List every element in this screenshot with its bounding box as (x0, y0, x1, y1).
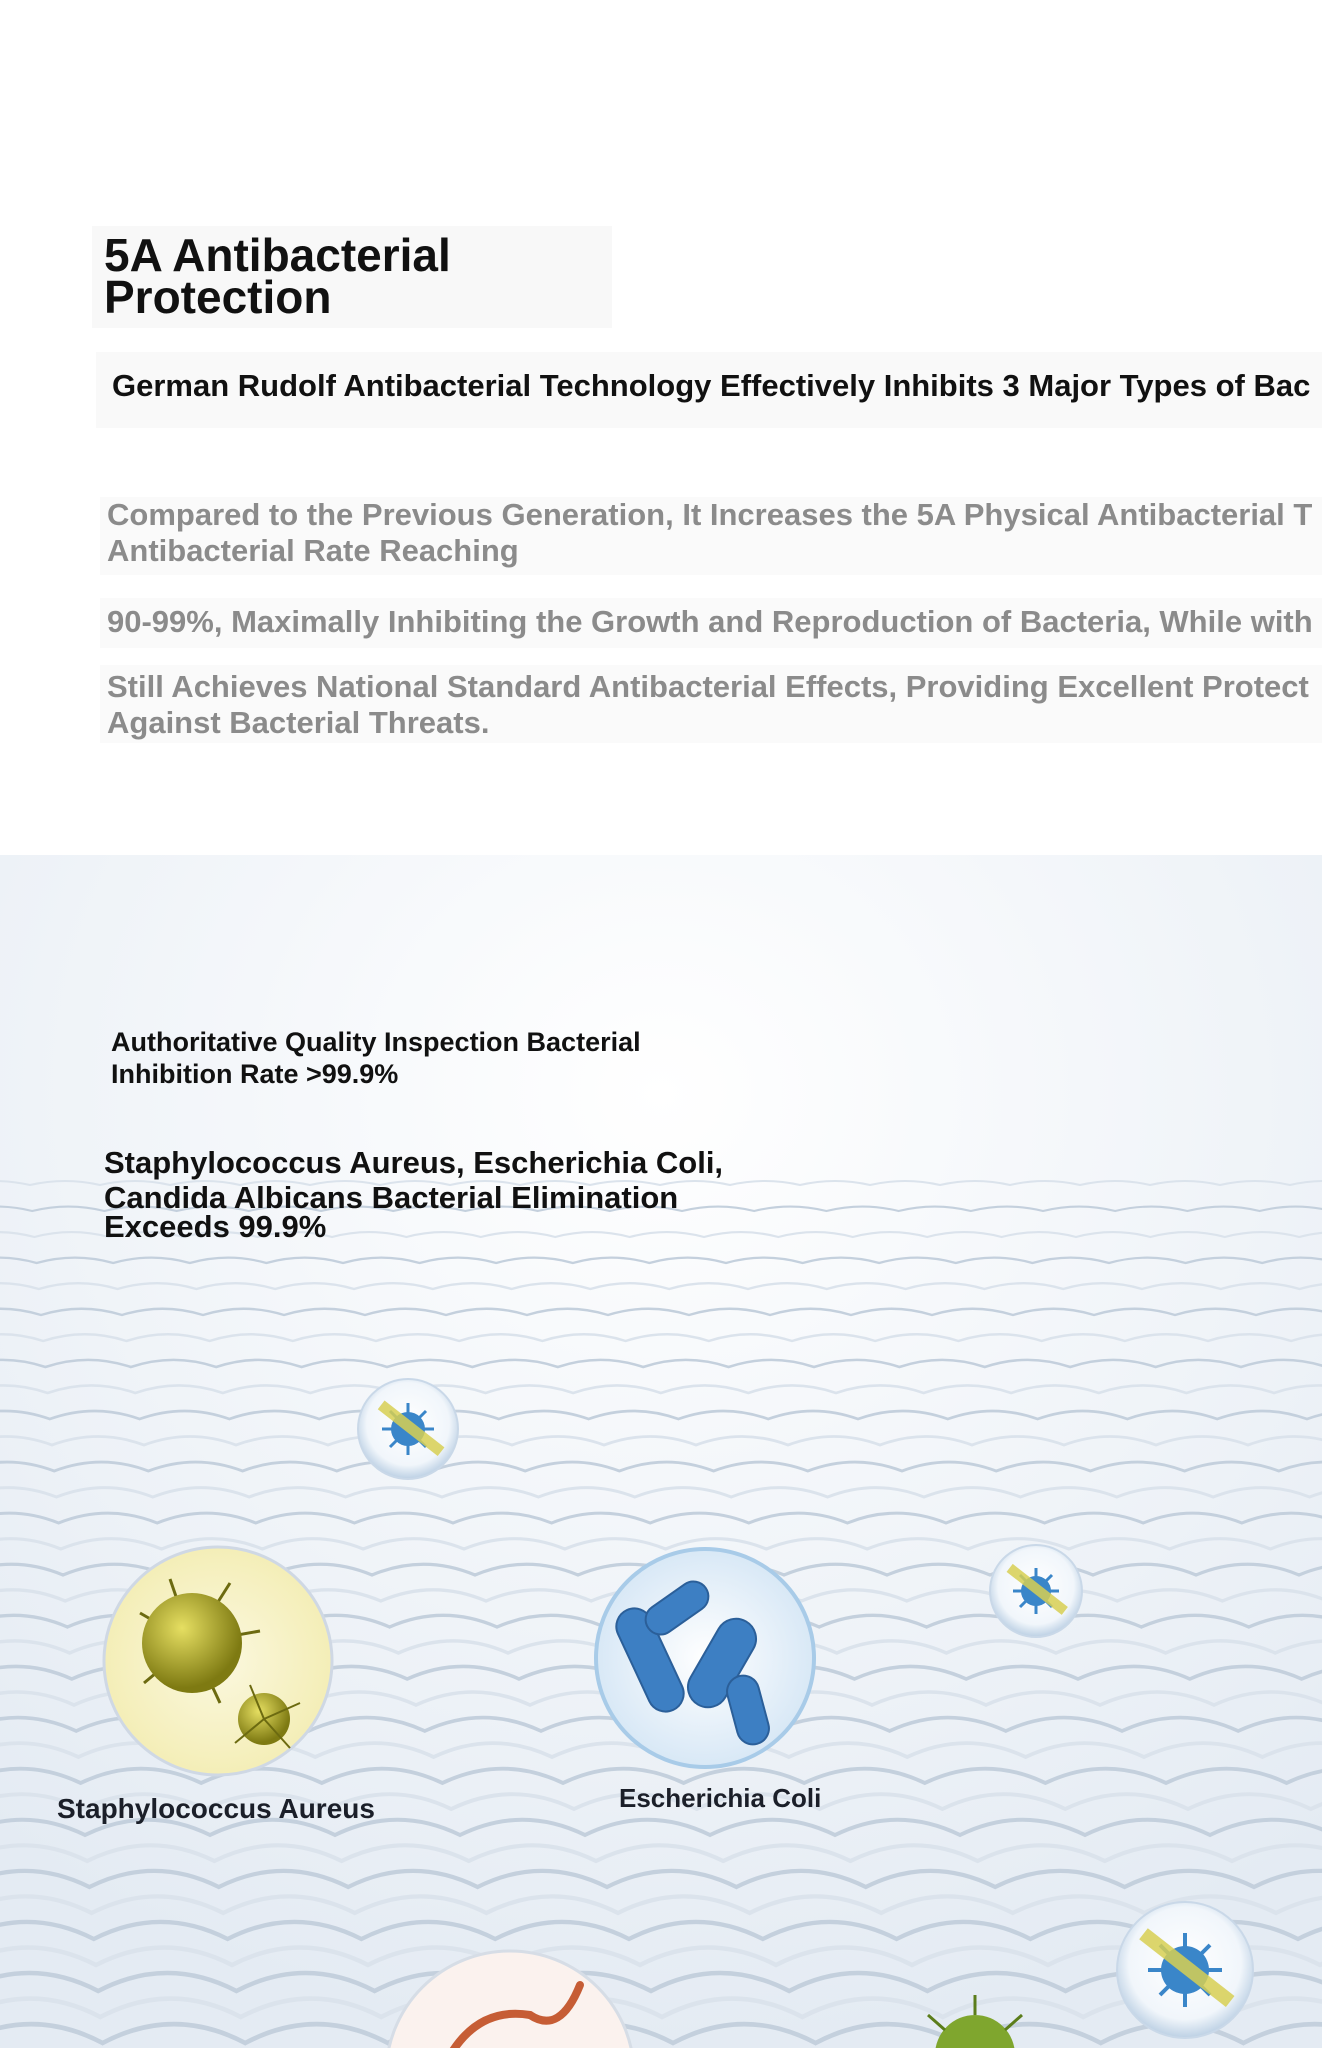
escherichia-coli-label: Escherichia Coli (619, 1783, 822, 1813)
subtitle: German Rudolf Antibacterial Technology Effectively Inhibits 3 Major Types of Bac (96, 352, 1322, 428)
description-line: Antibacterial Rate Reaching (107, 533, 519, 568)
inspection-line: Inhibition Rate >99.9% (111, 1059, 399, 1089)
title-line-1: 5A Antibacterial (104, 229, 451, 281)
inspection-line: Authoritative Quality Inspection Bacterial (111, 1027, 641, 1057)
description-line: Against Bacterial Threats. (107, 705, 490, 740)
summary-line: Candida Albicans Bacterial Elimination (104, 1180, 679, 1215)
staphylococcus-aureus-icon (100, 1543, 336, 1779)
bacteria-bubble-icon (380, 1945, 640, 2048)
title-line-2: Protection (104, 271, 332, 323)
blocked-virus-icon (1110, 1895, 1260, 2045)
inspection-headline (111, 1026, 731, 1090)
summary-line: Staphylococcus Aureus, Escherichia Coli, (104, 1145, 724, 1180)
blocked-virus-icon (985, 1540, 1087, 1642)
summary-line: Exceeds 99.9% (104, 1209, 327, 1244)
escherichia-coli-icon (592, 1545, 818, 1771)
description-paragraph-1 (100, 497, 1322, 575)
green-virus-icon (900, 1985, 1050, 2048)
page-title (92, 226, 612, 328)
description-line: Still Achieves National Standard Antibacterial Effects, Providing Excellent Protect (107, 669, 1309, 704)
staphylococcus-label: Staphylococcus Aureus (57, 1793, 375, 1824)
blocked-virus-icon (352, 1373, 464, 1485)
antibacterial-fabric-illustration (0, 855, 1322, 2048)
description-line: Compared to the Previous Generation, It Increases the 5A Physical Antibacterial T (107, 497, 1313, 532)
description-paragraph-3 (100, 665, 1322, 743)
description-paragraph-2 (100, 598, 1322, 648)
bacteria-elimination-summary (104, 1145, 754, 1244)
description-line: 90-99%, Maximally Inhibiting the Growth and Reproduction of Bacteria, While with (107, 604, 1313, 639)
